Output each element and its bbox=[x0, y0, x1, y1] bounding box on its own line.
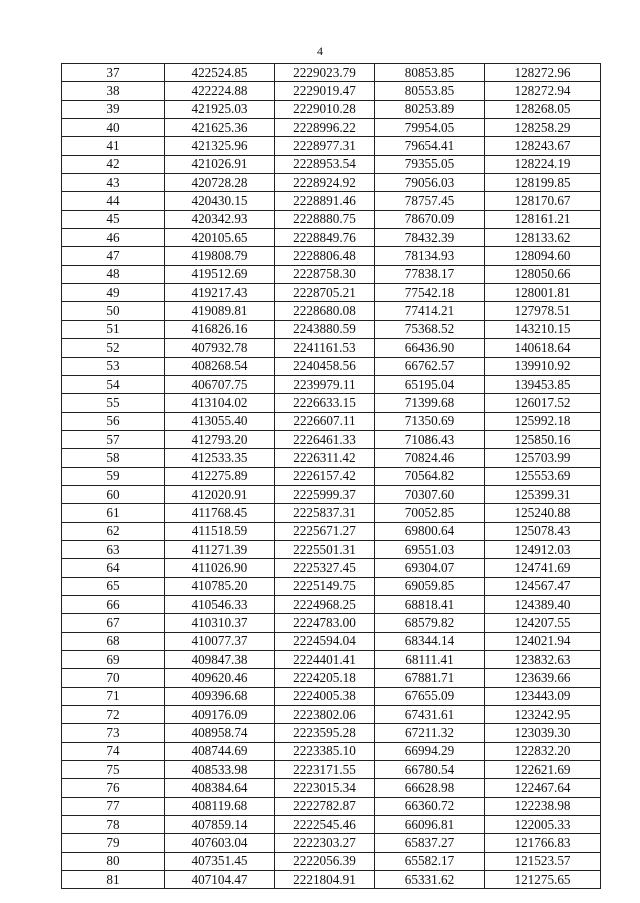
x-coordinate-cell: 421325.96 bbox=[165, 137, 275, 155]
x-local-cell: 69551.03 bbox=[375, 540, 485, 558]
y-local-cell: 128001.81 bbox=[485, 284, 601, 302]
x-local-cell: 67655.09 bbox=[375, 687, 485, 705]
y-local-cell: 125240.88 bbox=[485, 504, 601, 522]
y-coordinate-cell: 2225501.31 bbox=[275, 540, 375, 558]
y-local-cell: 124567.47 bbox=[485, 577, 601, 595]
table-row bbox=[62, 632, 601, 650]
y-coordinate-cell: 2239979.11 bbox=[275, 375, 375, 393]
y-local-cell: 128272.96 bbox=[485, 64, 601, 82]
y-coordinate-cell: 2224968.25 bbox=[275, 595, 375, 613]
x-coordinate-cell: 409620.46 bbox=[165, 669, 275, 687]
x-coordinate-cell: 408268.54 bbox=[165, 357, 275, 375]
point-number-cell: 44 bbox=[62, 192, 165, 210]
x-coordinate-cell: 413055.40 bbox=[165, 412, 275, 430]
y-local-cell: 121275.65 bbox=[485, 871, 601, 889]
y-local-cell: 127978.51 bbox=[485, 302, 601, 320]
table-row bbox=[62, 834, 601, 852]
x-coordinate-cell: 412020.91 bbox=[165, 485, 275, 503]
table-row bbox=[62, 357, 601, 375]
x-coordinate-cell: 419808.79 bbox=[165, 247, 275, 265]
x-local-cell: 70052.85 bbox=[375, 504, 485, 522]
x-local-cell: 66780.54 bbox=[375, 761, 485, 779]
point-number-cell: 67 bbox=[62, 614, 165, 632]
x-local-cell: 79056.03 bbox=[375, 174, 485, 192]
y-coordinate-cell: 2228953.54 bbox=[275, 155, 375, 173]
coordinates-table bbox=[61, 63, 601, 889]
y-coordinate-cell: 2228806.48 bbox=[275, 247, 375, 265]
y-local-cell: 122238.98 bbox=[485, 797, 601, 815]
y-coordinate-cell: 2223385.10 bbox=[275, 742, 375, 760]
point-number-cell: 55 bbox=[62, 394, 165, 412]
y-local-cell: 125399.31 bbox=[485, 485, 601, 503]
table-row bbox=[62, 577, 601, 595]
y-local-cell: 122467.64 bbox=[485, 779, 601, 797]
x-local-cell: 79654.41 bbox=[375, 137, 485, 155]
x-coordinate-cell: 416826.16 bbox=[165, 320, 275, 338]
x-local-cell: 67431.61 bbox=[375, 706, 485, 724]
x-local-cell: 79954.05 bbox=[375, 119, 485, 137]
table-row bbox=[62, 504, 601, 522]
y-local-cell: 124389.40 bbox=[485, 595, 601, 613]
table-row bbox=[62, 247, 601, 265]
x-coordinate-cell: 407104.47 bbox=[165, 871, 275, 889]
y-local-cell: 143210.15 bbox=[485, 320, 601, 338]
table-row bbox=[62, 779, 601, 797]
y-local-cell: 128199.85 bbox=[485, 174, 601, 192]
y-coordinate-cell: 2228880.75 bbox=[275, 210, 375, 228]
point-number-cell: 73 bbox=[62, 724, 165, 742]
x-coordinate-cell: 412793.20 bbox=[165, 430, 275, 448]
x-local-cell: 71399.68 bbox=[375, 394, 485, 412]
x-local-cell: 65582.17 bbox=[375, 852, 485, 870]
y-coordinate-cell: 2222303.27 bbox=[275, 834, 375, 852]
y-local-cell: 124741.69 bbox=[485, 559, 601, 577]
point-number-cell: 65 bbox=[62, 577, 165, 595]
table-row bbox=[62, 137, 601, 155]
table-row bbox=[62, 302, 601, 320]
point-number-cell: 78 bbox=[62, 816, 165, 834]
x-coordinate-cell: 411271.39 bbox=[165, 540, 275, 558]
point-number-cell: 47 bbox=[62, 247, 165, 265]
table-row bbox=[62, 430, 601, 448]
table-row bbox=[62, 651, 601, 669]
point-number-cell: 69 bbox=[62, 651, 165, 669]
x-coordinate-cell: 412533.35 bbox=[165, 449, 275, 467]
point-number-cell: 75 bbox=[62, 761, 165, 779]
point-number-cell: 68 bbox=[62, 632, 165, 650]
point-number-cell: 53 bbox=[62, 357, 165, 375]
y-coordinate-cell: 2222545.46 bbox=[275, 816, 375, 834]
x-local-cell: 80253.89 bbox=[375, 100, 485, 118]
table-row bbox=[62, 100, 601, 118]
point-number-cell: 60 bbox=[62, 485, 165, 503]
table-row bbox=[62, 614, 601, 632]
point-number-cell: 71 bbox=[62, 687, 165, 705]
coordinates-table-body bbox=[62, 64, 601, 889]
point-number-cell: 42 bbox=[62, 155, 165, 173]
y-coordinate-cell: 2243880.59 bbox=[275, 320, 375, 338]
y-local-cell: 122005.33 bbox=[485, 816, 601, 834]
y-local-cell: 122621.69 bbox=[485, 761, 601, 779]
y-local-cell: 124207.55 bbox=[485, 614, 601, 632]
y-coordinate-cell: 2228977.31 bbox=[275, 137, 375, 155]
y-local-cell: 128243.67 bbox=[485, 137, 601, 155]
y-coordinate-cell: 2223015.34 bbox=[275, 779, 375, 797]
x-coordinate-cell: 410546.33 bbox=[165, 595, 275, 613]
x-coordinate-cell: 420105.65 bbox=[165, 229, 275, 247]
x-coordinate-cell: 419217.43 bbox=[165, 284, 275, 302]
x-coordinate-cell: 413104.02 bbox=[165, 394, 275, 412]
y-local-cell: 124021.94 bbox=[485, 632, 601, 650]
y-coordinate-cell: 2229010.28 bbox=[275, 100, 375, 118]
point-number-cell: 76 bbox=[62, 779, 165, 797]
point-number-cell: 70 bbox=[62, 669, 165, 687]
x-coordinate-cell: 409847.38 bbox=[165, 651, 275, 669]
x-local-cell: 69059.85 bbox=[375, 577, 485, 595]
y-local-cell: 128050.66 bbox=[485, 265, 601, 283]
point-number-cell: 57 bbox=[62, 430, 165, 448]
y-coordinate-cell: 2228705.21 bbox=[275, 284, 375, 302]
y-local-cell: 122832.20 bbox=[485, 742, 601, 760]
y-local-cell: 128161.21 bbox=[485, 210, 601, 228]
x-local-cell: 70564.82 bbox=[375, 467, 485, 485]
table-row bbox=[62, 540, 601, 558]
point-number-cell: 72 bbox=[62, 706, 165, 724]
x-local-cell: 66762.57 bbox=[375, 357, 485, 375]
x-coordinate-cell: 409176.09 bbox=[165, 706, 275, 724]
y-local-cell: 125992.18 bbox=[485, 412, 601, 430]
y-coordinate-cell: 2225327.45 bbox=[275, 559, 375, 577]
point-number-cell: 49 bbox=[62, 284, 165, 302]
x-local-cell: 69304.07 bbox=[375, 559, 485, 577]
y-coordinate-cell: 2224005.38 bbox=[275, 687, 375, 705]
point-number-cell: 61 bbox=[62, 504, 165, 522]
point-number-cell: 46 bbox=[62, 229, 165, 247]
x-local-cell: 66096.81 bbox=[375, 816, 485, 834]
table-row bbox=[62, 449, 601, 467]
y-coordinate-cell: 2226461.33 bbox=[275, 430, 375, 448]
point-number-cell: 54 bbox=[62, 375, 165, 393]
table-row bbox=[62, 852, 601, 870]
table-row bbox=[62, 192, 601, 210]
y-coordinate-cell: 2228680.08 bbox=[275, 302, 375, 320]
point-number-cell: 66 bbox=[62, 595, 165, 613]
y-local-cell: 125553.69 bbox=[485, 467, 601, 485]
y-local-cell: 124912.03 bbox=[485, 540, 601, 558]
x-local-cell: 68579.82 bbox=[375, 614, 485, 632]
x-local-cell: 65331.62 bbox=[375, 871, 485, 889]
x-coordinate-cell: 420342.93 bbox=[165, 210, 275, 228]
table-row bbox=[62, 669, 601, 687]
y-local-cell: 126017.52 bbox=[485, 394, 601, 412]
y-coordinate-cell: 2229019.47 bbox=[275, 82, 375, 100]
y-local-cell: 125078.43 bbox=[485, 522, 601, 540]
x-coordinate-cell: 408533.98 bbox=[165, 761, 275, 779]
table-row bbox=[62, 229, 601, 247]
y-coordinate-cell: 2228924.92 bbox=[275, 174, 375, 192]
point-number-cell: 48 bbox=[62, 265, 165, 283]
x-local-cell: 70824.46 bbox=[375, 449, 485, 467]
x-local-cell: 70307.60 bbox=[375, 485, 485, 503]
point-number-cell: 50 bbox=[62, 302, 165, 320]
y-coordinate-cell: 2229023.79 bbox=[275, 64, 375, 82]
y-local-cell: 123639.66 bbox=[485, 669, 601, 687]
x-coordinate-cell: 420728.28 bbox=[165, 174, 275, 192]
point-number-cell: 37 bbox=[62, 64, 165, 82]
x-local-cell: 65195.04 bbox=[375, 375, 485, 393]
x-coordinate-cell: 421925.03 bbox=[165, 100, 275, 118]
x-coordinate-cell: 419089.81 bbox=[165, 302, 275, 320]
y-coordinate-cell: 2225999.37 bbox=[275, 485, 375, 503]
x-local-cell: 71350.69 bbox=[375, 412, 485, 430]
x-local-cell: 78134.93 bbox=[375, 247, 485, 265]
y-coordinate-cell: 2240458.56 bbox=[275, 357, 375, 375]
x-local-cell: 77414.21 bbox=[375, 302, 485, 320]
y-coordinate-cell: 2226157.42 bbox=[275, 467, 375, 485]
table-row bbox=[62, 761, 601, 779]
y-coordinate-cell: 2228758.30 bbox=[275, 265, 375, 283]
x-coordinate-cell: 419512.69 bbox=[165, 265, 275, 283]
x-local-cell: 80853.85 bbox=[375, 64, 485, 82]
y-local-cell: 139453.85 bbox=[485, 375, 601, 393]
y-local-cell: 128170.67 bbox=[485, 192, 601, 210]
point-number-cell: 39 bbox=[62, 100, 165, 118]
table-row bbox=[62, 706, 601, 724]
table-row bbox=[62, 485, 601, 503]
y-coordinate-cell: 2223802.06 bbox=[275, 706, 375, 724]
point-number-cell: 77 bbox=[62, 797, 165, 815]
table-row bbox=[62, 742, 601, 760]
x-coordinate-cell: 422524.85 bbox=[165, 64, 275, 82]
table-row bbox=[62, 320, 601, 338]
x-coordinate-cell: 408958.74 bbox=[165, 724, 275, 742]
x-local-cell: 75368.52 bbox=[375, 320, 485, 338]
y-local-cell: 123443.09 bbox=[485, 687, 601, 705]
x-coordinate-cell: 411768.45 bbox=[165, 504, 275, 522]
x-coordinate-cell: 411026.90 bbox=[165, 559, 275, 577]
y-local-cell: 128224.19 bbox=[485, 155, 601, 173]
y-coordinate-cell: 2228849.76 bbox=[275, 229, 375, 247]
x-local-cell: 71086.43 bbox=[375, 430, 485, 448]
table-row bbox=[62, 797, 601, 815]
y-coordinate-cell: 2226633.15 bbox=[275, 394, 375, 412]
point-number-cell: 51 bbox=[62, 320, 165, 338]
y-local-cell: 123832.63 bbox=[485, 651, 601, 669]
table-row bbox=[62, 687, 601, 705]
x-coordinate-cell: 421026.91 bbox=[165, 155, 275, 173]
x-local-cell: 78670.09 bbox=[375, 210, 485, 228]
y-coordinate-cell: 2225149.75 bbox=[275, 577, 375, 595]
y-coordinate-cell: 2225671.27 bbox=[275, 522, 375, 540]
point-number-cell: 80 bbox=[62, 852, 165, 870]
x-coordinate-cell: 410785.20 bbox=[165, 577, 275, 595]
y-coordinate-cell: 2225837.31 bbox=[275, 504, 375, 522]
x-coordinate-cell: 407932.78 bbox=[165, 339, 275, 357]
x-coordinate-cell: 410310.37 bbox=[165, 614, 275, 632]
x-coordinate-cell: 412275.89 bbox=[165, 467, 275, 485]
y-coordinate-cell: 2223595.28 bbox=[275, 724, 375, 742]
point-number-cell: 40 bbox=[62, 119, 165, 137]
table-row bbox=[62, 339, 601, 357]
y-local-cell: 128133.62 bbox=[485, 229, 601, 247]
x-local-cell: 66628.98 bbox=[375, 779, 485, 797]
table-row bbox=[62, 559, 601, 577]
y-coordinate-cell: 2228891.46 bbox=[275, 192, 375, 210]
x-coordinate-cell: 410077.37 bbox=[165, 632, 275, 650]
x-local-cell: 79355.05 bbox=[375, 155, 485, 173]
y-local-cell: 125703.99 bbox=[485, 449, 601, 467]
y-coordinate-cell: 2224205.18 bbox=[275, 669, 375, 687]
y-local-cell: 128258.29 bbox=[485, 119, 601, 137]
y-coordinate-cell: 2222782.87 bbox=[275, 797, 375, 815]
x-coordinate-cell: 422224.88 bbox=[165, 82, 275, 100]
page-number: 4 bbox=[317, 44, 323, 58]
x-coordinate-cell: 408384.64 bbox=[165, 779, 275, 797]
table-row bbox=[62, 174, 601, 192]
table-row bbox=[62, 155, 601, 173]
y-local-cell: 128094.60 bbox=[485, 247, 601, 265]
table-row bbox=[62, 724, 601, 742]
point-number-cell: 38 bbox=[62, 82, 165, 100]
y-local-cell: 128268.05 bbox=[485, 100, 601, 118]
x-local-cell: 77838.17 bbox=[375, 265, 485, 283]
table-row bbox=[62, 467, 601, 485]
x-coordinate-cell: 407859.14 bbox=[165, 816, 275, 834]
y-coordinate-cell: 2221804.91 bbox=[275, 871, 375, 889]
point-number-cell: 79 bbox=[62, 834, 165, 852]
x-coordinate-cell: 407351.45 bbox=[165, 852, 275, 870]
table-row bbox=[62, 595, 601, 613]
x-coordinate-cell: 408119.68 bbox=[165, 797, 275, 815]
table-row bbox=[62, 871, 601, 889]
table-row bbox=[62, 816, 601, 834]
point-number-cell: 81 bbox=[62, 871, 165, 889]
y-local-cell: 121523.57 bbox=[485, 852, 601, 870]
table-row bbox=[62, 210, 601, 228]
y-coordinate-cell: 2228996.22 bbox=[275, 119, 375, 137]
point-number-cell: 56 bbox=[62, 412, 165, 430]
x-local-cell: 67211.32 bbox=[375, 724, 485, 742]
point-number-cell: 59 bbox=[62, 467, 165, 485]
x-local-cell: 68344.14 bbox=[375, 632, 485, 650]
point-number-cell: 62 bbox=[62, 522, 165, 540]
y-local-cell: 139910.92 bbox=[485, 357, 601, 375]
y-coordinate-cell: 2224594.04 bbox=[275, 632, 375, 650]
y-coordinate-cell: 2241161.53 bbox=[275, 339, 375, 357]
x-coordinate-cell: 408744.69 bbox=[165, 742, 275, 760]
y-local-cell: 121766.83 bbox=[485, 834, 601, 852]
y-coordinate-cell: 2222056.39 bbox=[275, 852, 375, 870]
table-row bbox=[62, 265, 601, 283]
x-local-cell: 78757.45 bbox=[375, 192, 485, 210]
point-number-cell: 58 bbox=[62, 449, 165, 467]
point-number-cell: 45 bbox=[62, 210, 165, 228]
point-number-cell: 52 bbox=[62, 339, 165, 357]
x-local-cell: 78432.39 bbox=[375, 229, 485, 247]
y-local-cell: 125850.16 bbox=[485, 430, 601, 448]
point-number-cell: 63 bbox=[62, 540, 165, 558]
y-local-cell: 140618.64 bbox=[485, 339, 601, 357]
point-number-cell: 74 bbox=[62, 742, 165, 760]
y-coordinate-cell: 2223171.55 bbox=[275, 761, 375, 779]
x-coordinate-cell: 411518.59 bbox=[165, 522, 275, 540]
y-coordinate-cell: 2226311.42 bbox=[275, 449, 375, 467]
table-row bbox=[62, 64, 601, 82]
x-local-cell: 66994.29 bbox=[375, 742, 485, 760]
x-coordinate-cell: 409396.68 bbox=[165, 687, 275, 705]
y-local-cell: 128272.94 bbox=[485, 82, 601, 100]
table-row bbox=[62, 82, 601, 100]
table-row bbox=[62, 119, 601, 137]
x-local-cell: 68111.41 bbox=[375, 651, 485, 669]
x-local-cell: 68818.41 bbox=[375, 595, 485, 613]
y-coordinate-cell: 2224783.00 bbox=[275, 614, 375, 632]
x-local-cell: 69800.64 bbox=[375, 522, 485, 540]
x-coordinate-cell: 406707.75 bbox=[165, 375, 275, 393]
point-number-cell: 64 bbox=[62, 559, 165, 577]
y-local-cell: 123039.30 bbox=[485, 724, 601, 742]
point-number-cell: 43 bbox=[62, 174, 165, 192]
x-local-cell: 77542.18 bbox=[375, 284, 485, 302]
x-local-cell: 65837.27 bbox=[375, 834, 485, 852]
table-row bbox=[62, 284, 601, 302]
y-coordinate-cell: 2226607.11 bbox=[275, 412, 375, 430]
x-coordinate-cell: 420430.15 bbox=[165, 192, 275, 210]
y-local-cell: 123242.95 bbox=[485, 706, 601, 724]
table-row bbox=[62, 375, 601, 393]
x-local-cell: 80553.85 bbox=[375, 82, 485, 100]
table-row bbox=[62, 394, 601, 412]
x-local-cell: 67881.71 bbox=[375, 669, 485, 687]
x-coordinate-cell: 421625.36 bbox=[165, 119, 275, 137]
x-coordinate-cell: 407603.04 bbox=[165, 834, 275, 852]
y-coordinate-cell: 2224401.41 bbox=[275, 651, 375, 669]
point-number-cell: 41 bbox=[62, 137, 165, 155]
x-local-cell: 66436.90 bbox=[375, 339, 485, 357]
x-local-cell: 66360.72 bbox=[375, 797, 485, 815]
table-row bbox=[62, 412, 601, 430]
table-row bbox=[62, 522, 601, 540]
